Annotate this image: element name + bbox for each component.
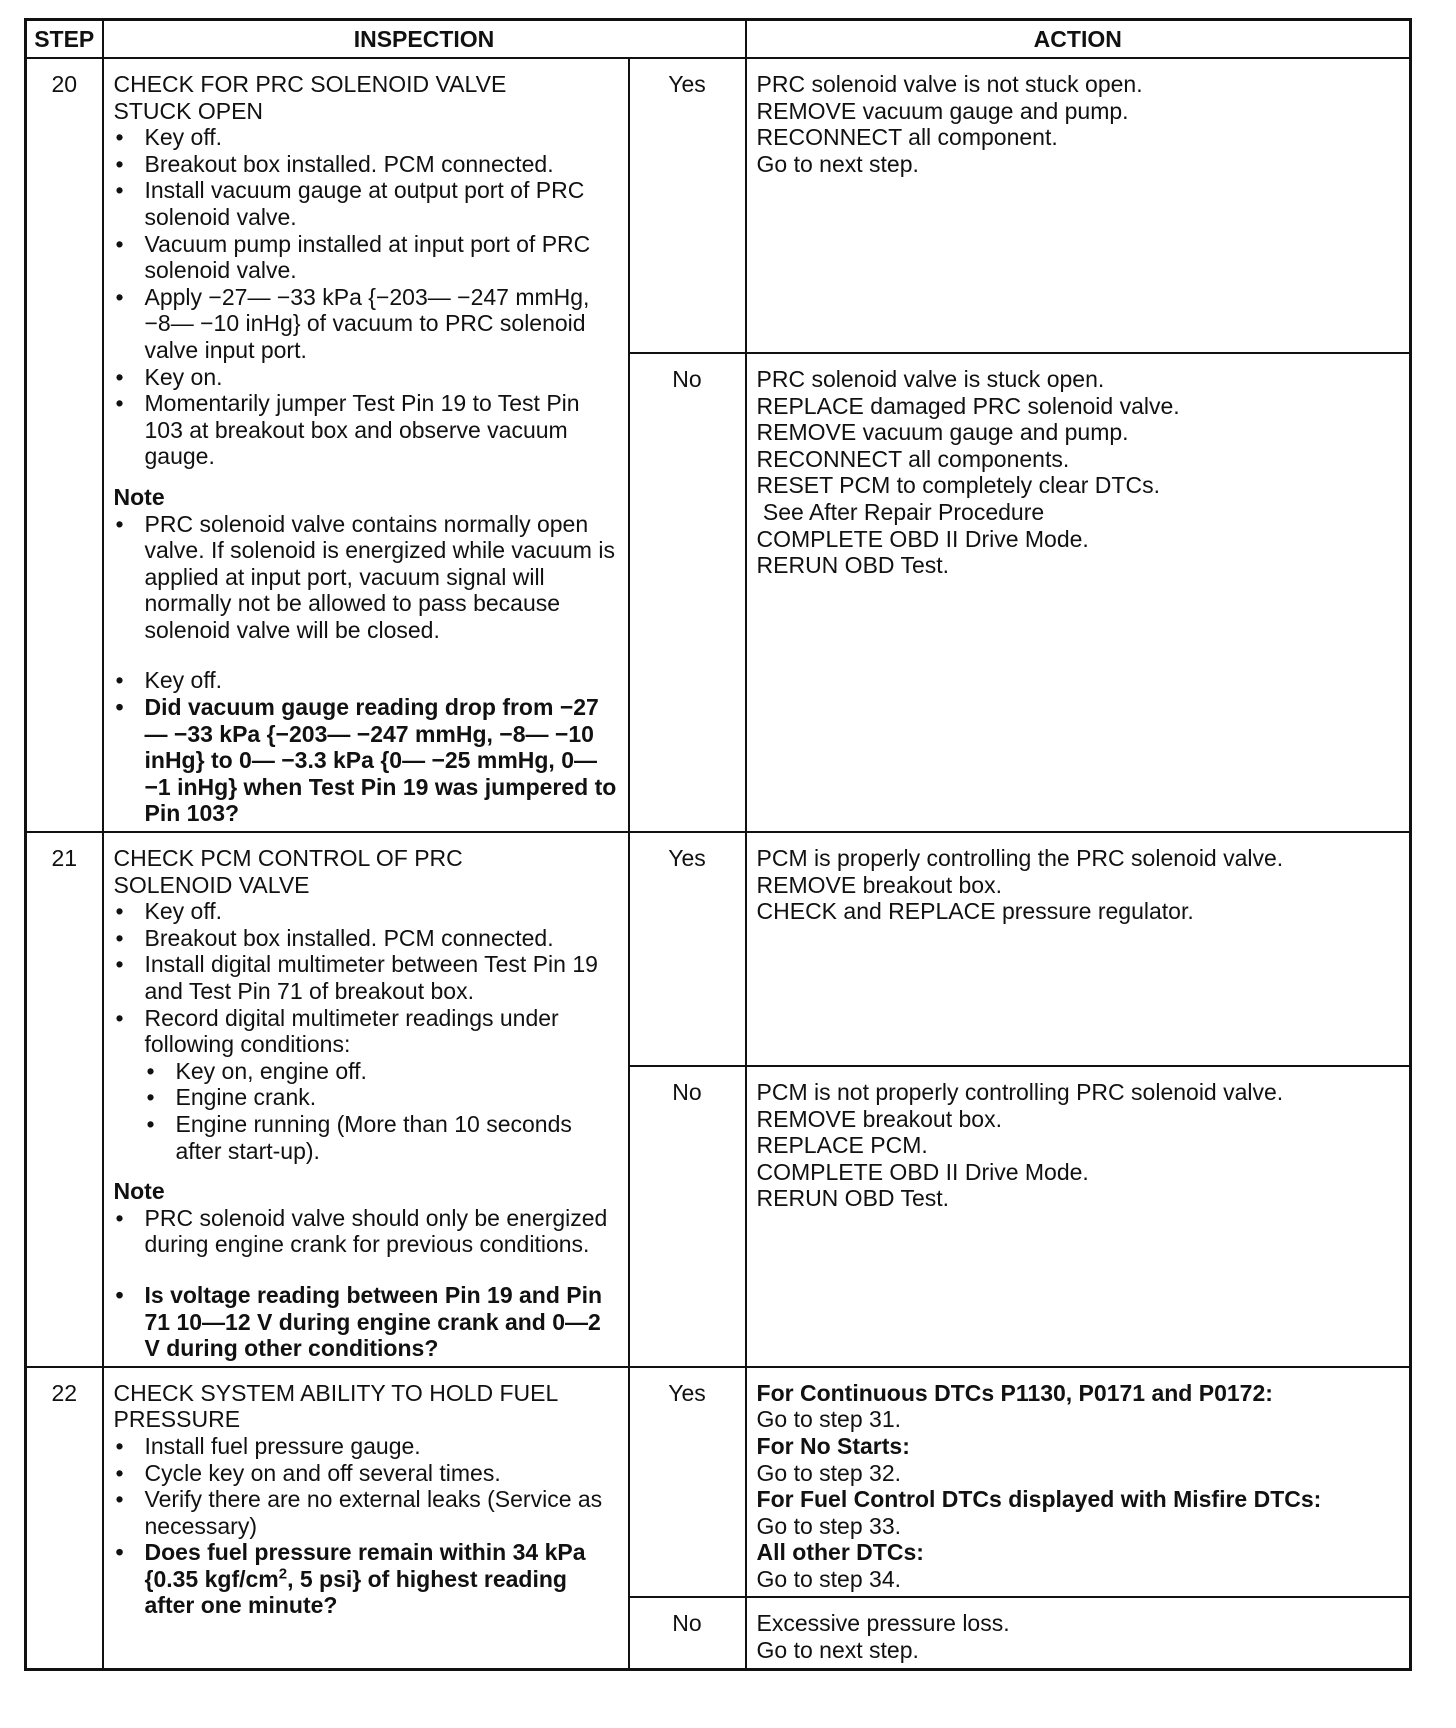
action-line: CHECK and REPLACE pressure regulator.: [756, 898, 1194, 925]
note-bullet: • PRC solenoid valve contains normally open valve. If solenoid is energized while vacuum is applied at input port, vacuum signal will normally not be allowed to pass because solenoid valve will be closed.: [114, 511, 618, 644]
sub-bullet-item: • Key on, engine off.: [145, 1058, 618, 1085]
bullet-item: • Key off.: [114, 667, 618, 694]
action-line: REPLACE damaged PRC solenoid valve.: [756, 392, 1180, 419]
action-line: PRC solenoid valve is stuck open.: [756, 366, 1105, 392]
question-bullet: [114, 1539, 618, 1619]
no-label: No: [629, 1066, 746, 1367]
bullet-item: • Install vacuum gauge at output port of PRC solenoid valve.: [114, 177, 618, 230]
action-heading: For No Starts:: [756, 1432, 910, 1459]
sub-bullet-item: • Engine crank.: [145, 1084, 618, 1111]
action-line: Go to step 32.: [756, 1459, 901, 1486]
step-21-inspection: [103, 832, 629, 1367]
header-inspection: INSPECTION: [103, 20, 746, 59]
action-heading: For Fuel Control DTCs displayed with Misfire DTCs:: [756, 1486, 1322, 1513]
action-line: Go to step 33.: [756, 1512, 901, 1539]
inspection-bullets: [114, 898, 618, 1164]
step-20-yes-row: [26, 58, 1411, 353]
bullet-item: • Key on.: [114, 364, 618, 391]
step-title-line: CHECK SYSTEM ABILITY TO HOLD FUEL: [113, 1379, 559, 1406]
step-number: 22: [26, 1367, 103, 1669]
action-line: Go to step 34.: [756, 1565, 901, 1592]
question-bullet: • Did vacuum gauge reading drop from −27— −33 kPa {−203— −247 mmHg, −8— −10 inHg} to 0— −3.3 kPa {0— −25 mmHg, 0— −1 inHg} when Test Pin 19 was jumpered to Pin 103?: [114, 694, 618, 827]
action-line: RESET PCM to completely clear DTCs.: [756, 472, 1160, 499]
bullet-item: • Install fuel pressure gauge.: [114, 1433, 618, 1460]
bullet-item: • Verify there are no external leaks (Service as necessary): [114, 1486, 618, 1539]
no-actions: [746, 1597, 1411, 1669]
bullet-item: • Cycle key on and off several times.: [114, 1460, 618, 1487]
bullet-item: • Key off.: [114, 124, 618, 151]
header-action: ACTION: [746, 20, 1411, 59]
yes-label: Yes: [629, 1367, 746, 1598]
bullet-item: • Momentarily jumper Test Pin 19 to Test Pin 103 at breakout box and observe vacuum gauge.: [114, 390, 618, 470]
note-label: Note: [113, 1178, 165, 1205]
step-title-line: STUCK OPEN: [113, 97, 264, 124]
action-line: Go to next step.: [756, 150, 919, 177]
sub-bullet-item: • Engine running (More than 10 seconds after start-up).: [145, 1111, 618, 1164]
step-20-inspection: [103, 58, 629, 832]
note-bullet: • PRC solenoid valve should only be energized during engine crank for previous conditions.: [114, 1205, 618, 1258]
yes-label: Yes: [629, 832, 746, 1066]
action-line: Excessive pressure loss.: [756, 1610, 1010, 1637]
bullet-item: • Key off.: [114, 898, 618, 925]
step-number: 20: [26, 58, 103, 832]
action-line: PCM is properly controlling the PRC solenoid valve.: [756, 845, 1284, 872]
diagnostic-table: [24, 18, 1412, 1671]
action-line: Go to step 31.: [756, 1406, 901, 1433]
bullet-item: • Breakout box installed. PCM connected.: [114, 925, 618, 952]
no-actions: [746, 353, 1411, 832]
action-line: REMOVE breakout box.: [756, 871, 1002, 898]
note-bullets: [114, 1205, 618, 1258]
step-22-inspection: [103, 1367, 629, 1669]
action-line: PCM is not properly controlling PRC solenoid valve.: [756, 1079, 1284, 1106]
action-heading: For Continuous DTCs P1130, P0171 and P0172:: [756, 1379, 1273, 1406]
yes-label: Yes: [629, 58, 746, 353]
bullet-text: Record digital multimeter readings under following conditions:: [144, 1004, 559, 1058]
yes-actions: [746, 832, 1411, 1066]
yes-actions: [746, 58, 1411, 353]
question-text-post: , 5 psi} of highest reading after one minute?: [144, 1565, 567, 1619]
inspection-bullets: [114, 124, 618, 470]
action-line: RECONNECT all components.: [756, 445, 1070, 472]
bullet-item: • Install digital multimeter between Test Pin 19 and Test Pin 71 of breakout box.: [114, 951, 618, 1004]
bullet-item: • Vacuum pump installed at input port of PRC solenoid valve.: [114, 231, 618, 284]
action-line: REMOVE vacuum gauge and pump.: [756, 419, 1129, 446]
action-line: REMOVE vacuum gauge and pump.: [756, 97, 1129, 124]
bullet-item: • Apply −27— −33 kPa {−203— −247 mmHg, −8— −10 inHg} of vacuum to PRC solenoid valve input port.: [114, 284, 618, 364]
step-number: 21: [26, 832, 103, 1367]
action-line: RECONNECT all component.: [756, 124, 1058, 151]
action-line: REMOVE breakout box.: [756, 1105, 1002, 1132]
bullet-item: • Breakout box installed. PCM connected.: [114, 151, 618, 178]
sub-bullets: [145, 1058, 618, 1164]
header-row: [26, 20, 1411, 59]
step-title-line: CHECK FOR PRC SOLENOID VALVE: [113, 71, 507, 97]
note-label: Note: [113, 483, 165, 510]
action-line: RERUN OBD Test.: [756, 552, 950, 579]
action-line: COMPLETE OBD II Drive Mode.: [756, 1158, 1089, 1185]
action-line: COMPLETE OBD II Drive Mode.: [756, 525, 1089, 552]
action-line: Go to next step.: [756, 1637, 919, 1664]
step-22-yes-row: [26, 1367, 1411, 1598]
inspection-bullets: [114, 1433, 618, 1619]
header-step: STEP: [26, 20, 103, 59]
action-line: PRC solenoid valve is not stuck open.: [756, 71, 1143, 97]
question-text-pre: Does fuel pressure remain within 34 kPa {0.35 kgf/cm: [144, 1539, 586, 1592]
yes-actions: [746, 1367, 1411, 1598]
superscript: 2: [278, 1565, 288, 1583]
step-title-line: SOLENOID VALVE: [113, 871, 310, 898]
action-line: RERUN OBD Test.: [756, 1185, 950, 1212]
action-line: See After Repair Procedure: [756, 498, 1045, 525]
no-label: No: [629, 1597, 746, 1669]
final-bullets: [114, 667, 618, 827]
bullet-item: [114, 1005, 618, 1165]
final-bullets: [114, 1282, 618, 1362]
question-bullet: • Is voltage reading between Pin 19 and Pin 71 10—12 V during engine crank and 0—2 V during other conditions?: [114, 1282, 618, 1362]
action-heading: All other DTCs:: [756, 1539, 924, 1566]
step-21-yes-row: [26, 832, 1411, 1066]
note-bullets: [114, 511, 618, 644]
step-title-line: PRESSURE: [113, 1406, 241, 1433]
action-line: REPLACE PCM.: [756, 1132, 928, 1159]
no-label: No: [629, 353, 746, 832]
no-actions: [746, 1066, 1411, 1367]
step-title-line: CHECK PCM CONTROL OF PRC: [113, 845, 463, 872]
